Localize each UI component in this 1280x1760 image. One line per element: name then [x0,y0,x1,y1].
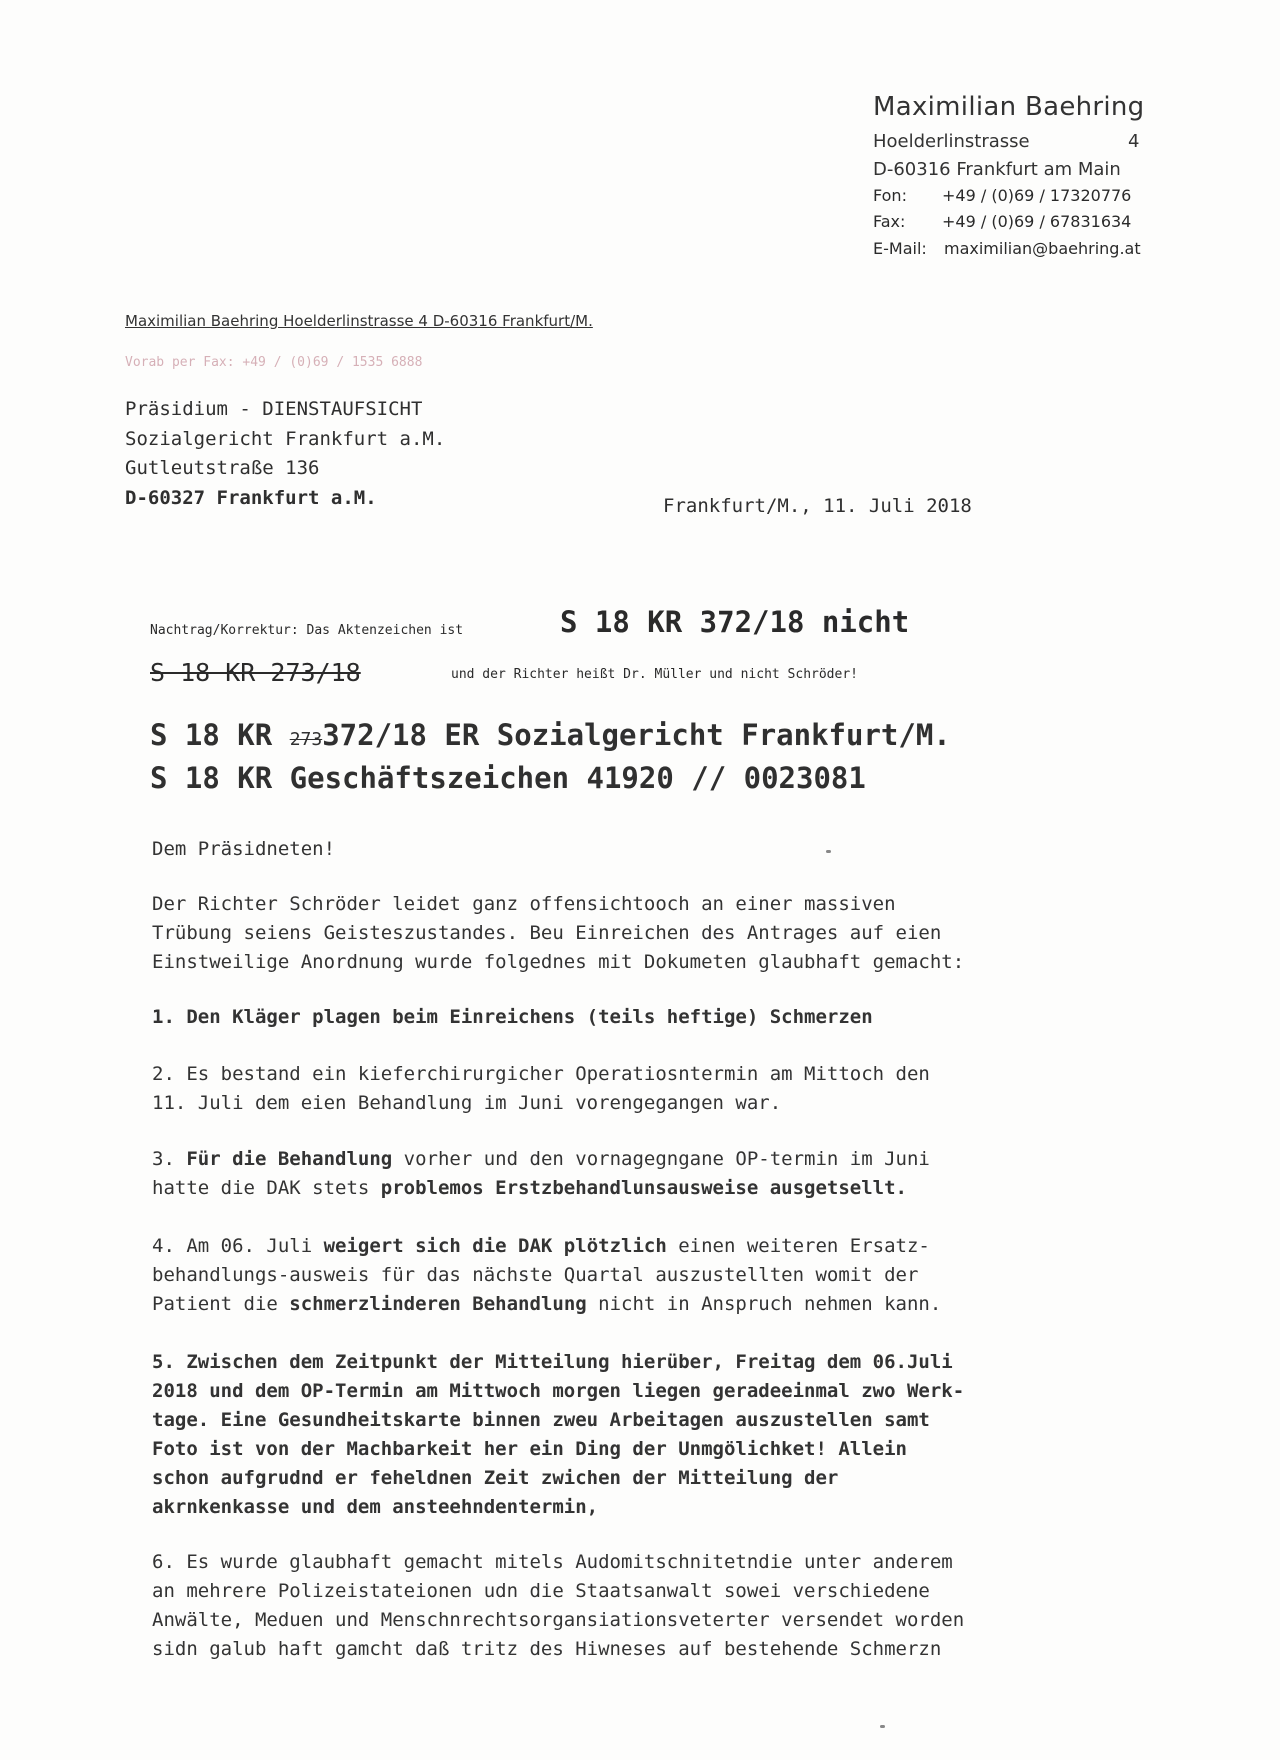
text-run: vorher und den vornagegngane OP-termin im Juni [392,1148,930,1170]
letterhead-city: D-60316 Frankfurt am Main [873,159,1121,180]
correction-judge-note: und der Richter heißt Dr. Müller und nicht Schröder! [451,667,858,682]
text-run: Patient die [152,1293,290,1315]
paragraph-line: Der Richter Schröder leidet ganz offensichtooch an einer massiven [152,893,896,915]
point-6 [152,1548,1102,1664]
subject-line-1-prefix: S 18 KR [150,718,290,752]
paragraph-line [152,1232,1102,1261]
paragraph-line: 2. Es bestand ein kieferchirurgicher Operatiosntermin am Mittoch den [152,1063,930,1085]
recipient-line-3: Gutleutstraße 136 [125,457,320,479]
letterhead-fax-label: Fax: [873,212,906,231]
sender-line: Maximilian Baehring Hoelderlinstrasse 4 D-60316 Frankfurt/M. [125,312,593,330]
point-4 [152,1232,1102,1319]
paragraph-line: Foto ist von der Machbarkeit her ein Ding der Unmgölichket! Allein [152,1438,907,1460]
letterhead-email-label: E-Mail: [873,239,927,258]
paragraph-line: Anwälte, Meduen und Menschnrechtsorgansiationsveterter versendet worden [152,1609,965,1631]
paragraph-line: 2018 und dem OP-Termin am Mittwoch morgen liegen geradeeinmal zwo Werk- [152,1380,965,1402]
point-2 [152,1060,1102,1118]
text-run: 4. Am 06. Juli [152,1235,324,1257]
fax-note: Vorab per Fax: +49 / (0)69 / 1535 6888 [125,355,423,370]
paragraph-line [152,1145,1102,1174]
letter-date: Frankfurt/M., 11. Juli 2018 [663,495,972,517]
paragraph-line: 5. Zwischen dem Zeitpunkt der Mitteilung hierüber, Freitag dem 06.Juli [152,1351,953,1373]
letterhead-email-value: maximilian@baehring.at [944,239,1141,258]
recipient-line-1: Präsidium - DIENSTAUFSICHT [125,398,423,420]
bold-run: weigert sich die DAK plötzlich [323,1235,667,1257]
letterhead-fax-value: +49 / (0)69 / 67831634 [942,212,1132,231]
paragraph-line: tage. Eine Gesundheitskarte binnen zweu Arbeitagen auszustellen samt [152,1409,930,1431]
paragraph-line: sidn galub haft gamcht daß tritz des Hiwneses auf bestehende Schmerzn [152,1638,942,1660]
scan-speck [880,1725,885,1728]
correction-intro: Nachtrag/Korrektur: Das Aktenzeichen ist [150,623,464,638]
point-5 [152,1348,1102,1522]
paragraph-line: Einstweilige Anordnung wurde folgednes mit Dokumeten glaubhaft gemacht: [152,951,965,973]
paragraph-line: behandlungs-ausweis für das nächste Quartal auszustellten womit der [152,1264,919,1286]
text-run: nicht in Anspruch nehmen kann. [586,1293,942,1315]
subject-line-1-struck: 273 [289,729,323,750]
correction-correct-reference: S 18 KR 372/18 nicht [560,605,910,639]
subject-line-2: S 18 KR Geschäftszeichen 41920 // 0023081 [150,761,866,795]
paragraph-intro [152,890,1102,977]
text-run: 3. [152,1148,187,1170]
letterhead-fon-value: +49 / (0)69 / 17320776 [942,186,1132,205]
greeting: Dem Präsidneten! [152,838,336,860]
subject-line-1-rest: 372/18 ER Sozialgericht Frankfurt/M. [322,718,951,752]
correction-wrong-reference: S 18 KR 273/18 [150,658,361,687]
letterhead-house-number: 4 [1128,131,1140,152]
paragraph-line [152,1290,1102,1319]
point-1 [152,1003,1102,1032]
recipient-line-2: Sozialgericht Frankfurt a.M. [125,428,446,450]
paragraph-line: akrnkenkasse und dem ansteehndentermin, [152,1496,599,1518]
point-3 [152,1145,1102,1203]
paragraph-line: schon aufgrudnd er feheldnen Zeit zwichen der Mitteilung der [152,1467,839,1489]
paragraph-line: 6. Es wurde glaubhaft gemacht mitels Audomitschnitetndie unter anderem [152,1551,953,1573]
paragraph-line [152,1174,1102,1203]
bold-run: Für die Behandlung [186,1148,393,1170]
subject-line-1 [150,718,951,752]
letterhead-name: Maximilian Baehring [873,92,1145,122]
letterhead-street: Hoelderlinstrasse [873,131,1030,152]
bold-run: schmerzlinderen Behandlung [289,1293,587,1315]
recipient-line-4: D-60327 Frankfurt a.M. [125,487,377,509]
paragraph-line: 1. Den Kläger plagen beim Einreichens (teils heftige) Schmerzen [152,1006,873,1028]
paragraph-line: an mehrere Polizeistateionen udn die Staatsanwalt sowei verschiedene [152,1580,930,1602]
letterhead-fon-label: Fon: [873,186,907,205]
scan-speck [826,850,831,853]
paragraph-line: 11. Juli dem eien Behandlung im Juni vorengegangen war. [152,1092,782,1114]
bold-run: problemos Erstzbehandlunsausweise ausgetsellt. [380,1177,907,1199]
text-run: einen weiteren Ersatz- [666,1235,930,1257]
paragraph-line: Trübung seiens Geisteszustandes. Beu Einreichen des Antrages auf eien [152,922,942,944]
text-run: hatte die DAK stets [152,1177,381,1199]
